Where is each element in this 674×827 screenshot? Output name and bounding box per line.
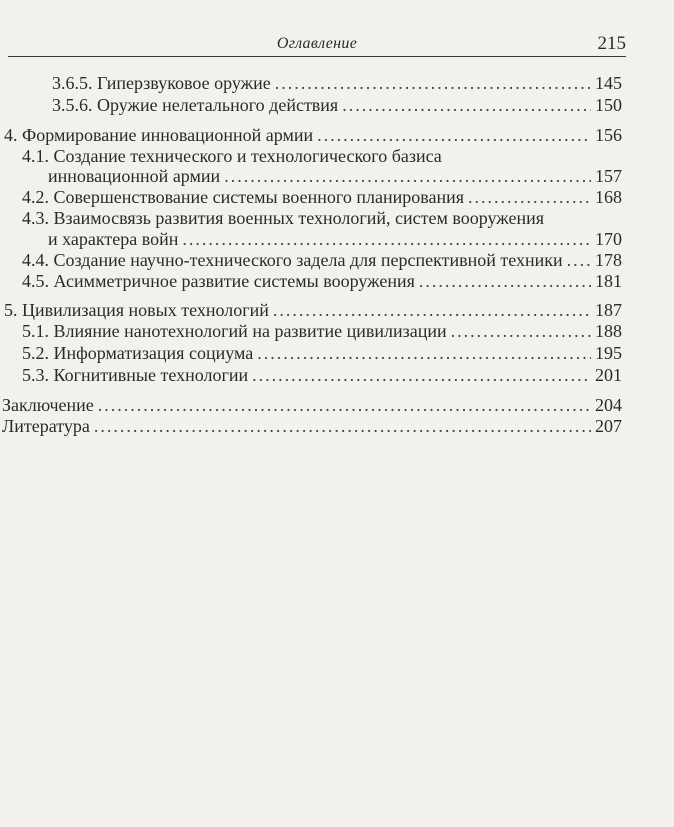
toc-entry-title: Заключение bbox=[2, 395, 94, 415]
toc-entry-title: 5.3. Когнитивные технологии bbox=[22, 365, 249, 385]
leader-dots bbox=[273, 299, 591, 321]
leader-dots bbox=[468, 186, 591, 208]
toc-entry[interactable] bbox=[22, 364, 622, 386]
toc-entry-title: 4.2. Совершенствование системы военного планирования bbox=[22, 187, 465, 207]
leader-dots bbox=[342, 94, 591, 116]
running-header bbox=[8, 34, 626, 57]
toc-entry[interactable] bbox=[22, 270, 622, 292]
toc-entry-page: 178 bbox=[595, 250, 622, 270]
toc-entry-page: 145 bbox=[595, 73, 622, 93]
toc-entry-title: 4.5. Асимметричное развитие системы вооружения bbox=[22, 271, 415, 291]
leader-dots bbox=[252, 364, 591, 386]
leader-dots bbox=[567, 249, 591, 271]
header-title: Оглавление bbox=[276, 35, 358, 52]
toc-entry-page: 201 bbox=[595, 365, 622, 385]
toc-entry-page: 207 bbox=[595, 416, 622, 436]
toc-entry-page: 170 bbox=[595, 229, 622, 249]
toc-entry-title: и характера войн bbox=[48, 229, 179, 249]
toc-entry-title: 5.2. Информатизация социума bbox=[22, 343, 254, 363]
leader-dots bbox=[257, 342, 591, 364]
toc-entry-page: 157 bbox=[595, 166, 622, 186]
toc-entry-page: 188 bbox=[595, 321, 622, 341]
leader-dots bbox=[182, 228, 591, 250]
header-page-number: 215 bbox=[597, 33, 626, 54]
toc-entry[interactable] bbox=[4, 124, 622, 146]
toc-entry-title: Литература bbox=[2, 416, 90, 436]
toc-entry-page: 168 bbox=[595, 187, 622, 207]
leader-dots bbox=[94, 415, 591, 437]
toc-entry[interactable] bbox=[48, 228, 622, 250]
toc-entry[interactable] bbox=[22, 249, 622, 271]
toc-entry[interactable] bbox=[4, 299, 622, 321]
toc-entry[interactable] bbox=[22, 186, 622, 208]
toc-entry[interactable] bbox=[52, 72, 622, 94]
toc-entry-first-line: 4.1. Создание технического и технологического базиса bbox=[22, 146, 442, 166]
toc-entry-title: 5.1. Влияние нанотехнологий на развитие цивилизации bbox=[22, 321, 447, 341]
toc-entry[interactable] bbox=[22, 320, 622, 342]
leader-dots bbox=[224, 165, 591, 187]
toc-entry-page: 195 bbox=[595, 343, 622, 363]
toc-entry[interactable] bbox=[2, 394, 622, 416]
toc-entry[interactable] bbox=[22, 342, 622, 364]
leader-dots bbox=[98, 394, 591, 416]
leader-dots bbox=[419, 270, 591, 292]
toc-entry-page: 187 bbox=[595, 300, 622, 320]
toc-entry-title: 3.5.6. Оружие нелетального действия bbox=[52, 95, 339, 115]
leader-dots bbox=[317, 124, 591, 146]
toc-entry-title: 5. Цивилизация новых технологий bbox=[4, 300, 269, 320]
toc-entry-page: 204 bbox=[595, 395, 622, 415]
toc-entry-page: 150 bbox=[595, 95, 622, 115]
leader-dots bbox=[275, 72, 591, 94]
toc-entry[interactable] bbox=[48, 165, 622, 187]
toc-entry[interactable] bbox=[52, 94, 622, 116]
toc-entry-page: 156 bbox=[595, 125, 622, 145]
toc-entry-page: 181 bbox=[595, 271, 622, 291]
toc-entry-first-line: 4.3. Взаимосвязь развития военных технологий, систем вооружения bbox=[22, 208, 545, 228]
toc-entry-title: 3.6.5. Гиперзвуковое оружие bbox=[52, 73, 271, 93]
toc-entry[interactable] bbox=[2, 415, 622, 437]
leader-dots bbox=[451, 320, 591, 342]
toc-entry-title: 4.4. Создание научно-технического задела для перспективной техники bbox=[22, 250, 563, 270]
toc-entry-title: 4. Формирование инновационной армии bbox=[4, 125, 314, 145]
toc-entry-title: инновационной армии bbox=[48, 166, 221, 186]
